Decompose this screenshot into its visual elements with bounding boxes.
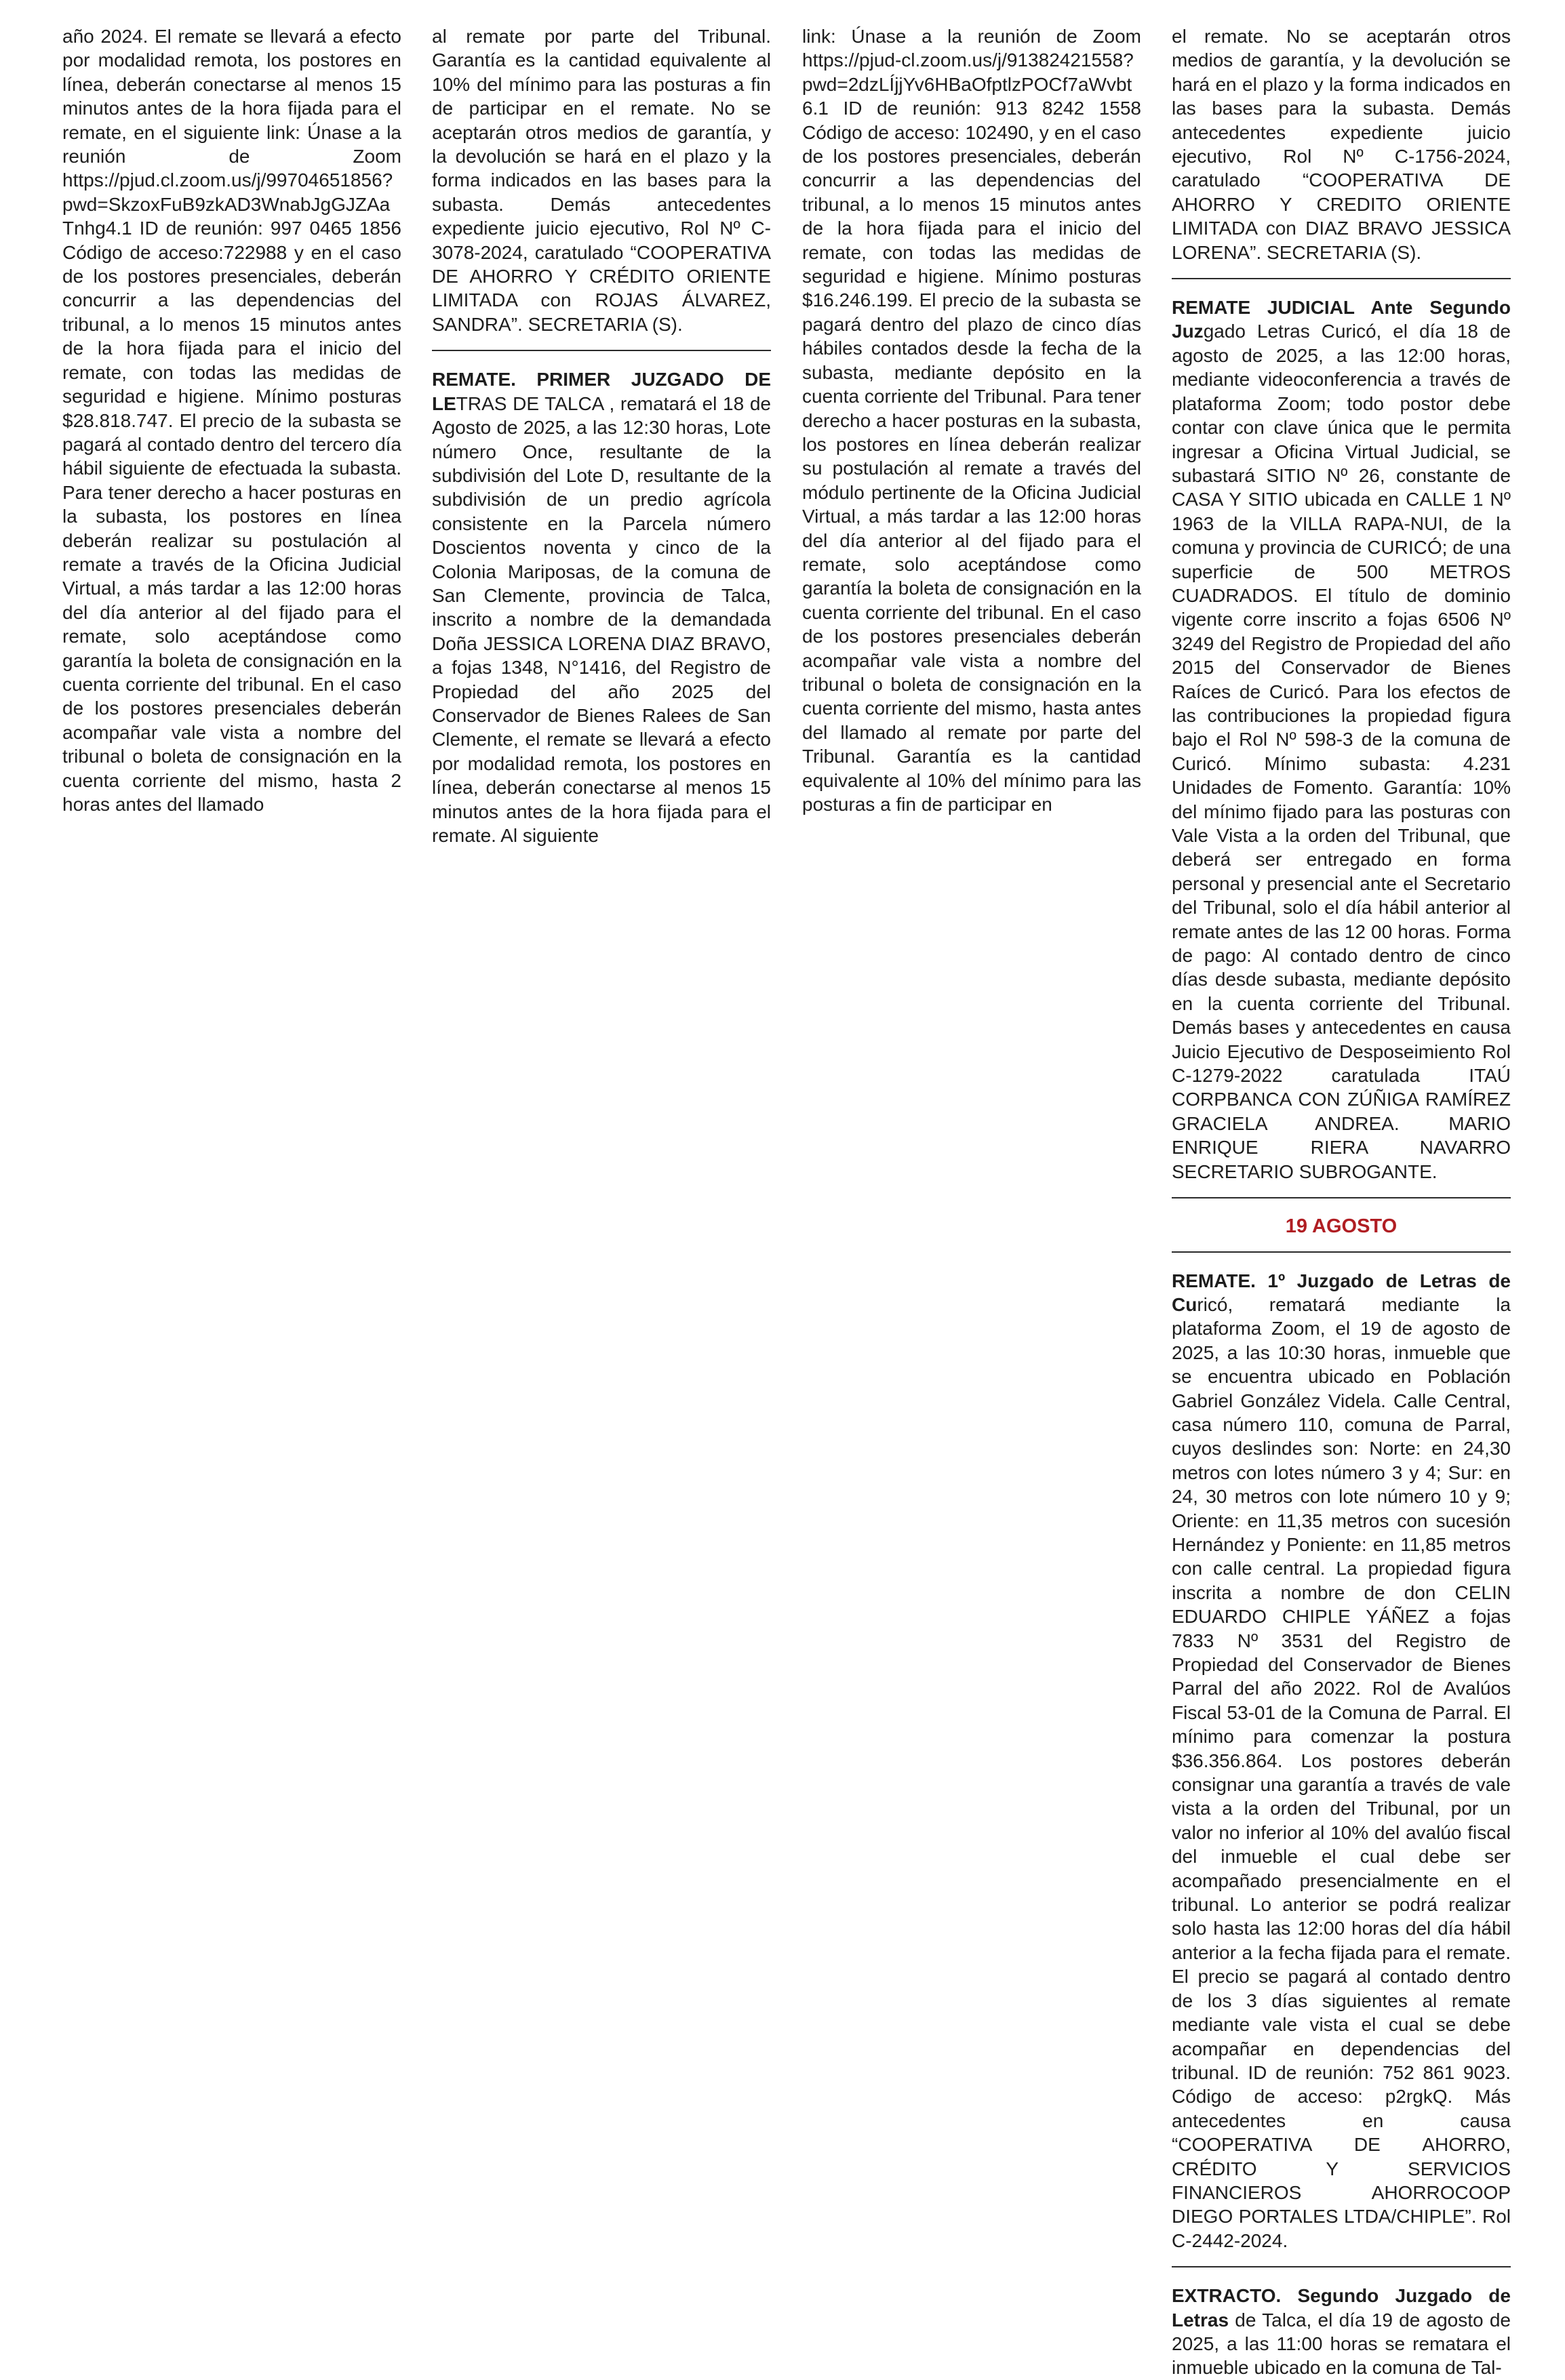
notice-separator	[1172, 1251, 1511, 1253]
notice-separator	[1172, 1197, 1511, 1198]
notice-separator	[1172, 278, 1511, 279]
notice-extracto-talca	[1172, 2284, 1511, 2380]
column-3	[802, 24, 1141, 816]
notice-body: de Talca, el día 19 de agosto de 2025, a las 11:00 horas se rematara el inmueble ubicado en la comuna de Tal-	[1172, 2309, 1511, 2379]
notice-separator	[1172, 2266, 1511, 2267]
notice-continued-text: link: Únase a la reunión de Zoom https://pjud-cl.zoom.us/j/91382421558?pwd=2dzLÍjjYv6HBaOfptlzPOCf7aWvbt6.1 ID de reunión: 913 8242 1558 Código de acceso: 102490, y en el caso de los postores presenciales, deberán concurrir a las dependencias del tribunal, a lo menos 15 minutos antes de la hora fijada para el inicio del remate, con todas las medidas de seguridad e higiene. Mínimo posturas $16.246.199. El precio de la subasta se pagará dentro del plazo de cinco días hábiles contados desde la fecha de la subasta, mediante depósito en la cuenta corriente del Tribunal. Para tener derecho a hacer posturas en la subasta, los postores en línea deberán realizar su postulación al remate a través del módulo pertinente de la Oficina Judicial Virtual, a más tardar a las 12:00 horas del día anterior al del fijado para el remate, solo aceptándose como garantía la boleta de consignación en la cuenta corriente del tribunal. En el caso de los postores presenciales deberán acompañar vale vista a nombre del tribunal o boleta de consignación en la cuenta corriente del mismo, hasta antes del llamado al remate por parte del Tribunal. Garantía es la cantidad equivalente al 10% del mínimo para las posturas a fin de participar en	[802, 26, 1141, 815]
column-4	[1172, 24, 1511, 2380]
notice-remate-talca	[432, 367, 771, 847]
notice-kicker: REMATE JUDICIAL Ante Segundo Juz	[1172, 297, 1511, 342]
notice-body: gado Letras Curicó, el día 18 de agosto de 2025, a las 12:00 horas, mediante videoconferencia a través de plataforma Zoom; todo postor debe contar con clave única que le permita ingresar a Oficina Virtual Judicial, se subastará SITIO Nº 26, constante de CASA Y SITIO ubicada en CALLE 1 Nº 1963 de la VILLA RAPA-NUI, de la comuna y provincia de CURICÓ; de una superficie de 500 METROS CUADRADOS. El título de dominio vigente corre inscrito a fojas 6506 Nº 3249 del Registro de Propiedad del año 2015 del Conservador de Bienes Raíces de Curicó. Para los efectos de las contribuciones la propiedad figura bajo el Rol Nº 598-3 de la comuna de Curicó. Mínimo subasta: 4.231 Unidades de Fomento. Garantía: 10% del mínimo fijado para las posturas con Vale Vista a la orden del Tribunal, que deberá ser entregado en forma personal y presencial ante el Secretario del Tribunal, solo el día hábil anterior al remate antes de las 12 00 horas. Forma de pago: Al contado dentro de cinco días desde subasta, mediante depósito en la cuenta corriente del Tribunal. Demás bases y antecedentes en causa Juicio Ejecutivo de Desposeimiento Rol C-1279-2022 caratulada ITAÚ CORPBANCA CON ZÚÑIGA RAMÍREZ GRACIELA ANDREA. MARIO ENRIQUE RIERA NAVARRO SECRETARIO SUBROGANTE.	[1172, 321, 1511, 1182]
notice-continued-text: año 2024. El remate se llevará a efecto por modalidad remota, los postores en línea, deberán conectarse al menos 15 minutos antes de la hora fijada para el remate, en el siguiente link: Únase a la reunión de Zoom https://pjud.cl.zoom.us/j/99704651856?pwd=SkzoxFuB9zkAD3WnabJgGJZAaTnhg4.1 ID de reunión: 997 0465 1856 Código de acceso:722988 y en el caso de los postores presenciales, deberán concurrir a las dependencias del tribunal, a lo menos 15 minutos antes de la hora fijada para el inicio del remate, con todas las medidas de seguridad e higiene. Mínimo posturas $28.818.747. El precio de la subasta se pagará al contado dentro del tercero día hábil siguiente de efectuada la subasta. Para tener derecho a hacer posturas en la subasta, los postores en línea deberán realizar su postulación al remate a través de la Oficina Judicial Virtual, a más tardar a las 12:00 horas del día anterior al del fijado para el remate, solo aceptándose como garantía la boleta de consignación en la cuenta corriente del tribunal. En el caso de los postores presenciales deberán acompañar vale vista a nombre del tribunal o boleta de consignación en la cuenta corriente del mismo, hasta 2 horas antes del llamado	[62, 26, 401, 815]
notice-remate-judicial-curico	[1172, 296, 1511, 1184]
notice-kicker: REMATE. 1º Juzgado de Letras de Cu	[1172, 1270, 1511, 1315]
notice-body: ricó, rematará mediante la plataforma Zoom, el 19 de agosto de 2025, a las 10:30 horas, inmueble que se encuentra ubicado en Población Gabriel González Videla. Calle Central, casa número 110, comuna de Parral, cuyos deslindes son: Norte: en 24,30 metros con lotes número 3 y 4; Sur: en 24, 30 metros con lote número 10 y 9; Oriente: en 11,35 metros con sucesión Hernández y Poniente: en 11,85 metros con calle central. La propiedad figura inscrita a nombre de don CELIN EDUARDO CHIPLE YÁÑEZ a fojas 7833 Nº 3531 del Registro de Propiedad del Conservador de Bienes Parral del año 2022. Rol de Avalúos Fiscal 53-01 de la Comuna de Parral. El mínimo para comenzar la postura $36.356.864. Los postores deberán consignar una garantía a través de vale vista a la orden del Tribunal, por un valor no inferior al 10% del avalúo fiscal del inmueble el cual debe ser acompañado presencialmente en el tribunal. Lo anterior se podrá realizar solo hasta las 12:00 horas del día hábil anterior a la fecha fijada para el remate. El precio se pagará al contado dentro de los 3 días siguientes al remate mediante vale vista el cual se debe acompañar en dependencias del tribunal. ID de reunión: 752 861 9023. Código de acceso: p2rgkQ. Más antecedentes en causa “COOPERATIVA DE AHORRO, CRÉDITO Y SERVICIOS FINANCIEROS AHORROCOOP DIEGO PORTALES LTDA/CHIPLE”. Rol C-2442-2024.	[1172, 1293, 1511, 2251]
notice-separator	[432, 350, 771, 351]
column-2	[432, 24, 771, 847]
notice-kicker: EXTRACTO. Segundo Juzgado de Letras	[1172, 2285, 1511, 2331]
column-1	[62, 24, 401, 816]
notice-kicker: REMATE. PRIMER JUZGADO DE LE	[432, 369, 771, 414]
notice-remate-parral	[1172, 1269, 1511, 2253]
notice-continued-text: al remate por parte del Tribunal. Garantía es la cantidad equivalente al 10% del mínimo para las posturas a fin de participar en el remate. No se aceptarán otros medios de garantía, y la devolución se hará en el plazo y la forma indicados en las bases para la subasta. Demás antecedentes expediente juicio ejecutivo, Rol Nº C-3078-2024, caratulado “COOPERATIVA DE AHORRO Y CRÉDITO ORIENTE LIMITADA con ROJAS ÁLVAREZ, SANDRA”. SECRETARIA (S).	[432, 26, 771, 335]
notice-continued-text: el remate. No se aceptarán otros medios de garantía, y la devolución se hará en el plazo y la forma indicados en las bases para la subasta. Demás antecedentes expediente juicio ejecutivo, Rol Nº C-1756-2024, caratulado “COOPERATIVA DE AHORRO Y CREDITO ORIENTE LIMITADA con DIAZ BRAVO JESSICA LORENA”. SECRETARIA (S).	[1172, 26, 1511, 263]
notice-body: TRAS DE TALCA , rematará el 18 de Agosto de 2025, a las 12:30 horas, Lote número Once, resultante de la subdivisión del Lote D, resultante de la subdivisión de un predio agrícola consistente en la Parcela número Doscientos noventa y cinco de la Colonia Mariposas, de la comuna de San Clemente, provincia de Talca, inscrito a nombre de la demandada Doña JESSICA LORENA DIAZ BRAVO, a fojas 1348, N°1416, del Registro de Propiedad del año 2025 del Conservador de Bienes Ralees de San Clemente, el remate se llevará a efecto por modalidad remota, los postores en línea, deberán conectarse al menos 15 minutos antes de la hora fijada para el remate. Al siguiente	[432, 392, 771, 846]
date-section-heading: 19 AGOSTO	[1285, 1215, 1398, 1238]
